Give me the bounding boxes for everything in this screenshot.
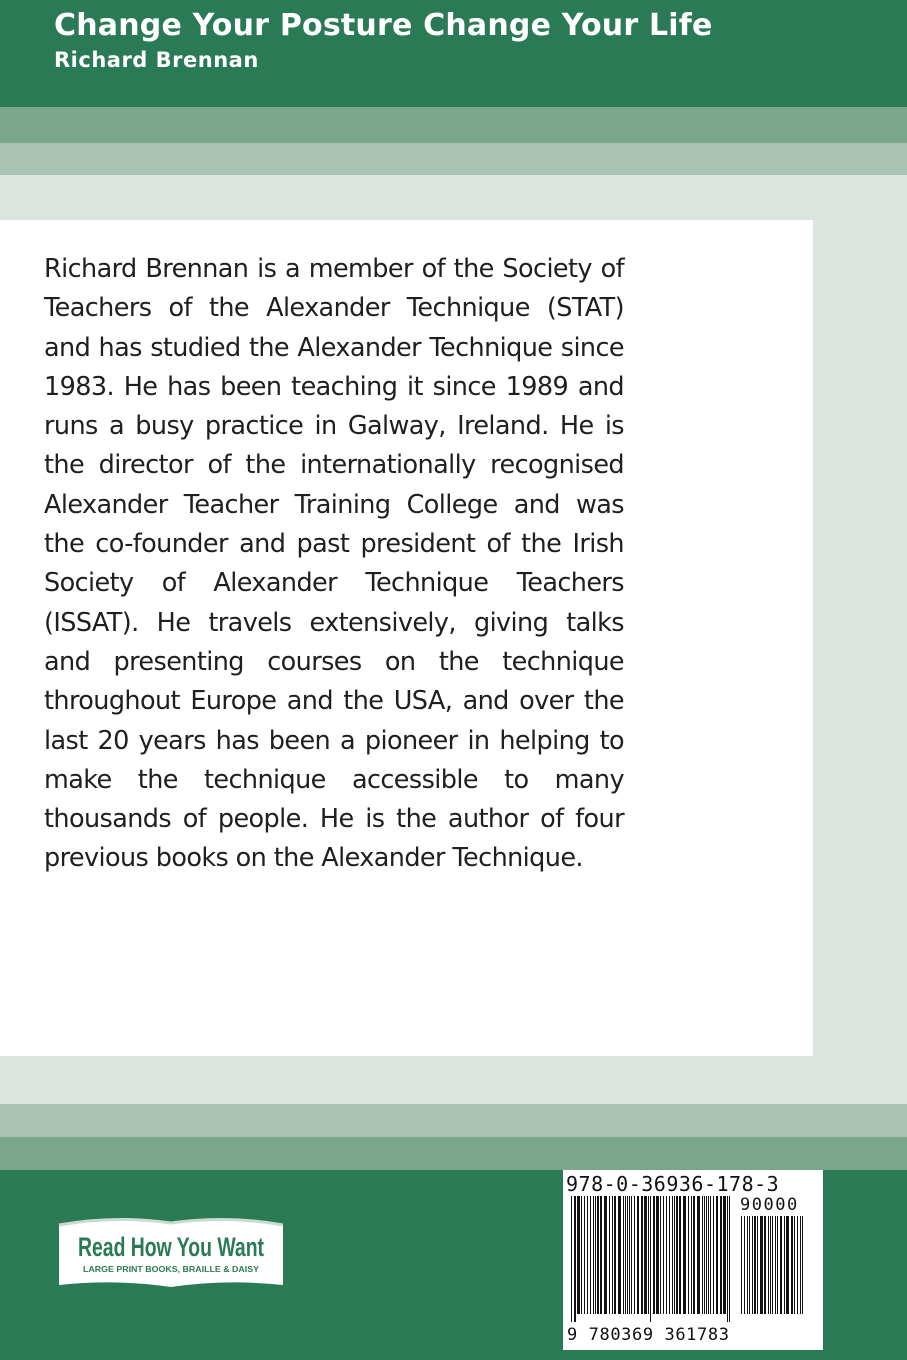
barcode-bar (627, 1196, 628, 1314)
barcode-bar (625, 1196, 626, 1314)
barcode-bar (702, 1196, 703, 1314)
barcode-bar (581, 1196, 582, 1314)
publisher-tagline: LARGE PRINT BOOKS, BRAILLE & DAISY (83, 1265, 260, 1274)
barcode-bar (597, 1196, 599, 1314)
barcode-bar (623, 1196, 624, 1314)
barcode-bar (693, 1196, 695, 1314)
barcode-bar (612, 1196, 613, 1314)
barcode-bar (593, 1196, 594, 1314)
author-bio: Richard Brennan is a member of the Society of Teachers of the Alexander Technique (STAT) and has studied the Alexander Technique since 1983. He has been teaching it since 1989 and runs a busy practice in Galway, Ireland. He is the director of the internationally recognised Alexander Teacher Training College and was the co-founder and past president of the Irish Society of Alexander Technique Teachers (ISSAT). He travels extensively, giving talks and presenting courses on the technique throughout Europe and the USA, and over the last 20 years has been a pioneer in helping to make the technique accessible to many thousands of people. He is the author of four previous books on the Alexander Technique. (44, 254, 624, 874)
barcode-bar (634, 1196, 635, 1314)
barcode-bar (691, 1196, 692, 1314)
book-title: Change Your Posture Change Your Life (54, 8, 713, 43)
barcode-bar (704, 1196, 705, 1314)
barcode-bar (780, 1216, 782, 1314)
barcode-bar (770, 1216, 771, 1314)
barcode-bar (786, 1216, 789, 1314)
barcode-bar (648, 1196, 649, 1314)
barcode-bar (604, 1196, 607, 1314)
barcode-bar (614, 1196, 616, 1314)
barcode-bar (708, 1196, 709, 1314)
barcode-bar (587, 1196, 588, 1314)
isbn-number: 978-0-36936-178-3 (566, 1172, 780, 1196)
price-code: 90000 (740, 1195, 799, 1215)
barcode-bar (637, 1196, 639, 1314)
barcode-bar (706, 1196, 707, 1314)
barcode-bar (600, 1196, 602, 1314)
barcode-bar (777, 1216, 778, 1314)
barcode-bar (631, 1196, 632, 1314)
publisher-logo (55, 1213, 287, 1295)
top-stripe-light (0, 143, 907, 175)
barcode-bar (764, 1216, 766, 1314)
barcode-bar (650, 1196, 651, 1322)
barcode-bar (720, 1196, 722, 1314)
barcode-bar (641, 1196, 643, 1314)
barcode-bar (688, 1196, 689, 1314)
barcode-bar (590, 1196, 591, 1314)
bottom-stripe-dark (0, 1137, 907, 1170)
barcode-bar (802, 1216, 803, 1314)
barcode-bar (744, 1216, 745, 1314)
barcode-bar (584, 1196, 585, 1314)
barcode-bar (644, 1196, 647, 1314)
publisher-name: Read How You Want (78, 1232, 264, 1262)
barcode-bar (656, 1196, 659, 1314)
barcode-bar (729, 1196, 730, 1322)
barcode-bar (741, 1216, 742, 1314)
barcode-bar (672, 1196, 673, 1314)
barcode-digits: 9 780369 361783 (567, 1325, 730, 1345)
barcode-bar (800, 1216, 801, 1314)
barcode-bar (749, 1216, 750, 1314)
barcode-bar (757, 1216, 758, 1314)
barcode-bar (797, 1216, 798, 1314)
barcode-bar (669, 1196, 670, 1314)
barcode-bar (716, 1196, 718, 1314)
barcode-bar (723, 1196, 726, 1314)
isbn-barcode (570, 1196, 734, 1322)
barcode-bar (727, 1196, 728, 1322)
barcode-bar (571, 1196, 572, 1322)
price-addon-barcode (740, 1216, 808, 1322)
barcode-bar (768, 1216, 769, 1314)
book-author: Richard Brennan (54, 48, 259, 72)
barcode-bar (791, 1216, 793, 1314)
barcode-bar (754, 1216, 756, 1314)
barcode-bar (663, 1196, 664, 1314)
barcode-bar (618, 1196, 621, 1314)
barcode-bar (660, 1196, 661, 1314)
barcode-bar (697, 1196, 700, 1314)
barcode-bar (760, 1216, 763, 1314)
top-stripe-dark (0, 107, 907, 143)
barcode-bar (775, 1216, 776, 1314)
barcode-bar (674, 1196, 675, 1314)
barcode-bar (595, 1196, 596, 1314)
barcode-bar (679, 1196, 681, 1314)
barcode-bar (710, 1196, 711, 1314)
bottom-stripe-light (0, 1104, 907, 1137)
barcode-bar (609, 1196, 610, 1314)
barcode-bar (784, 1216, 785, 1314)
barcode-bar (794, 1216, 795, 1314)
barcode-bar (574, 1196, 576, 1322)
barcode-bar (629, 1196, 630, 1314)
barcode-bar (676, 1196, 678, 1314)
barcode-bar (752, 1216, 753, 1314)
barcode-bar (577, 1196, 580, 1314)
barcode-bar (666, 1196, 667, 1314)
barcode-bar (772, 1216, 773, 1314)
barcode-bar (683, 1196, 686, 1314)
barcode-bar (653, 1196, 655, 1314)
barcode-bar (747, 1216, 748, 1314)
barcode-bar (713, 1196, 714, 1314)
